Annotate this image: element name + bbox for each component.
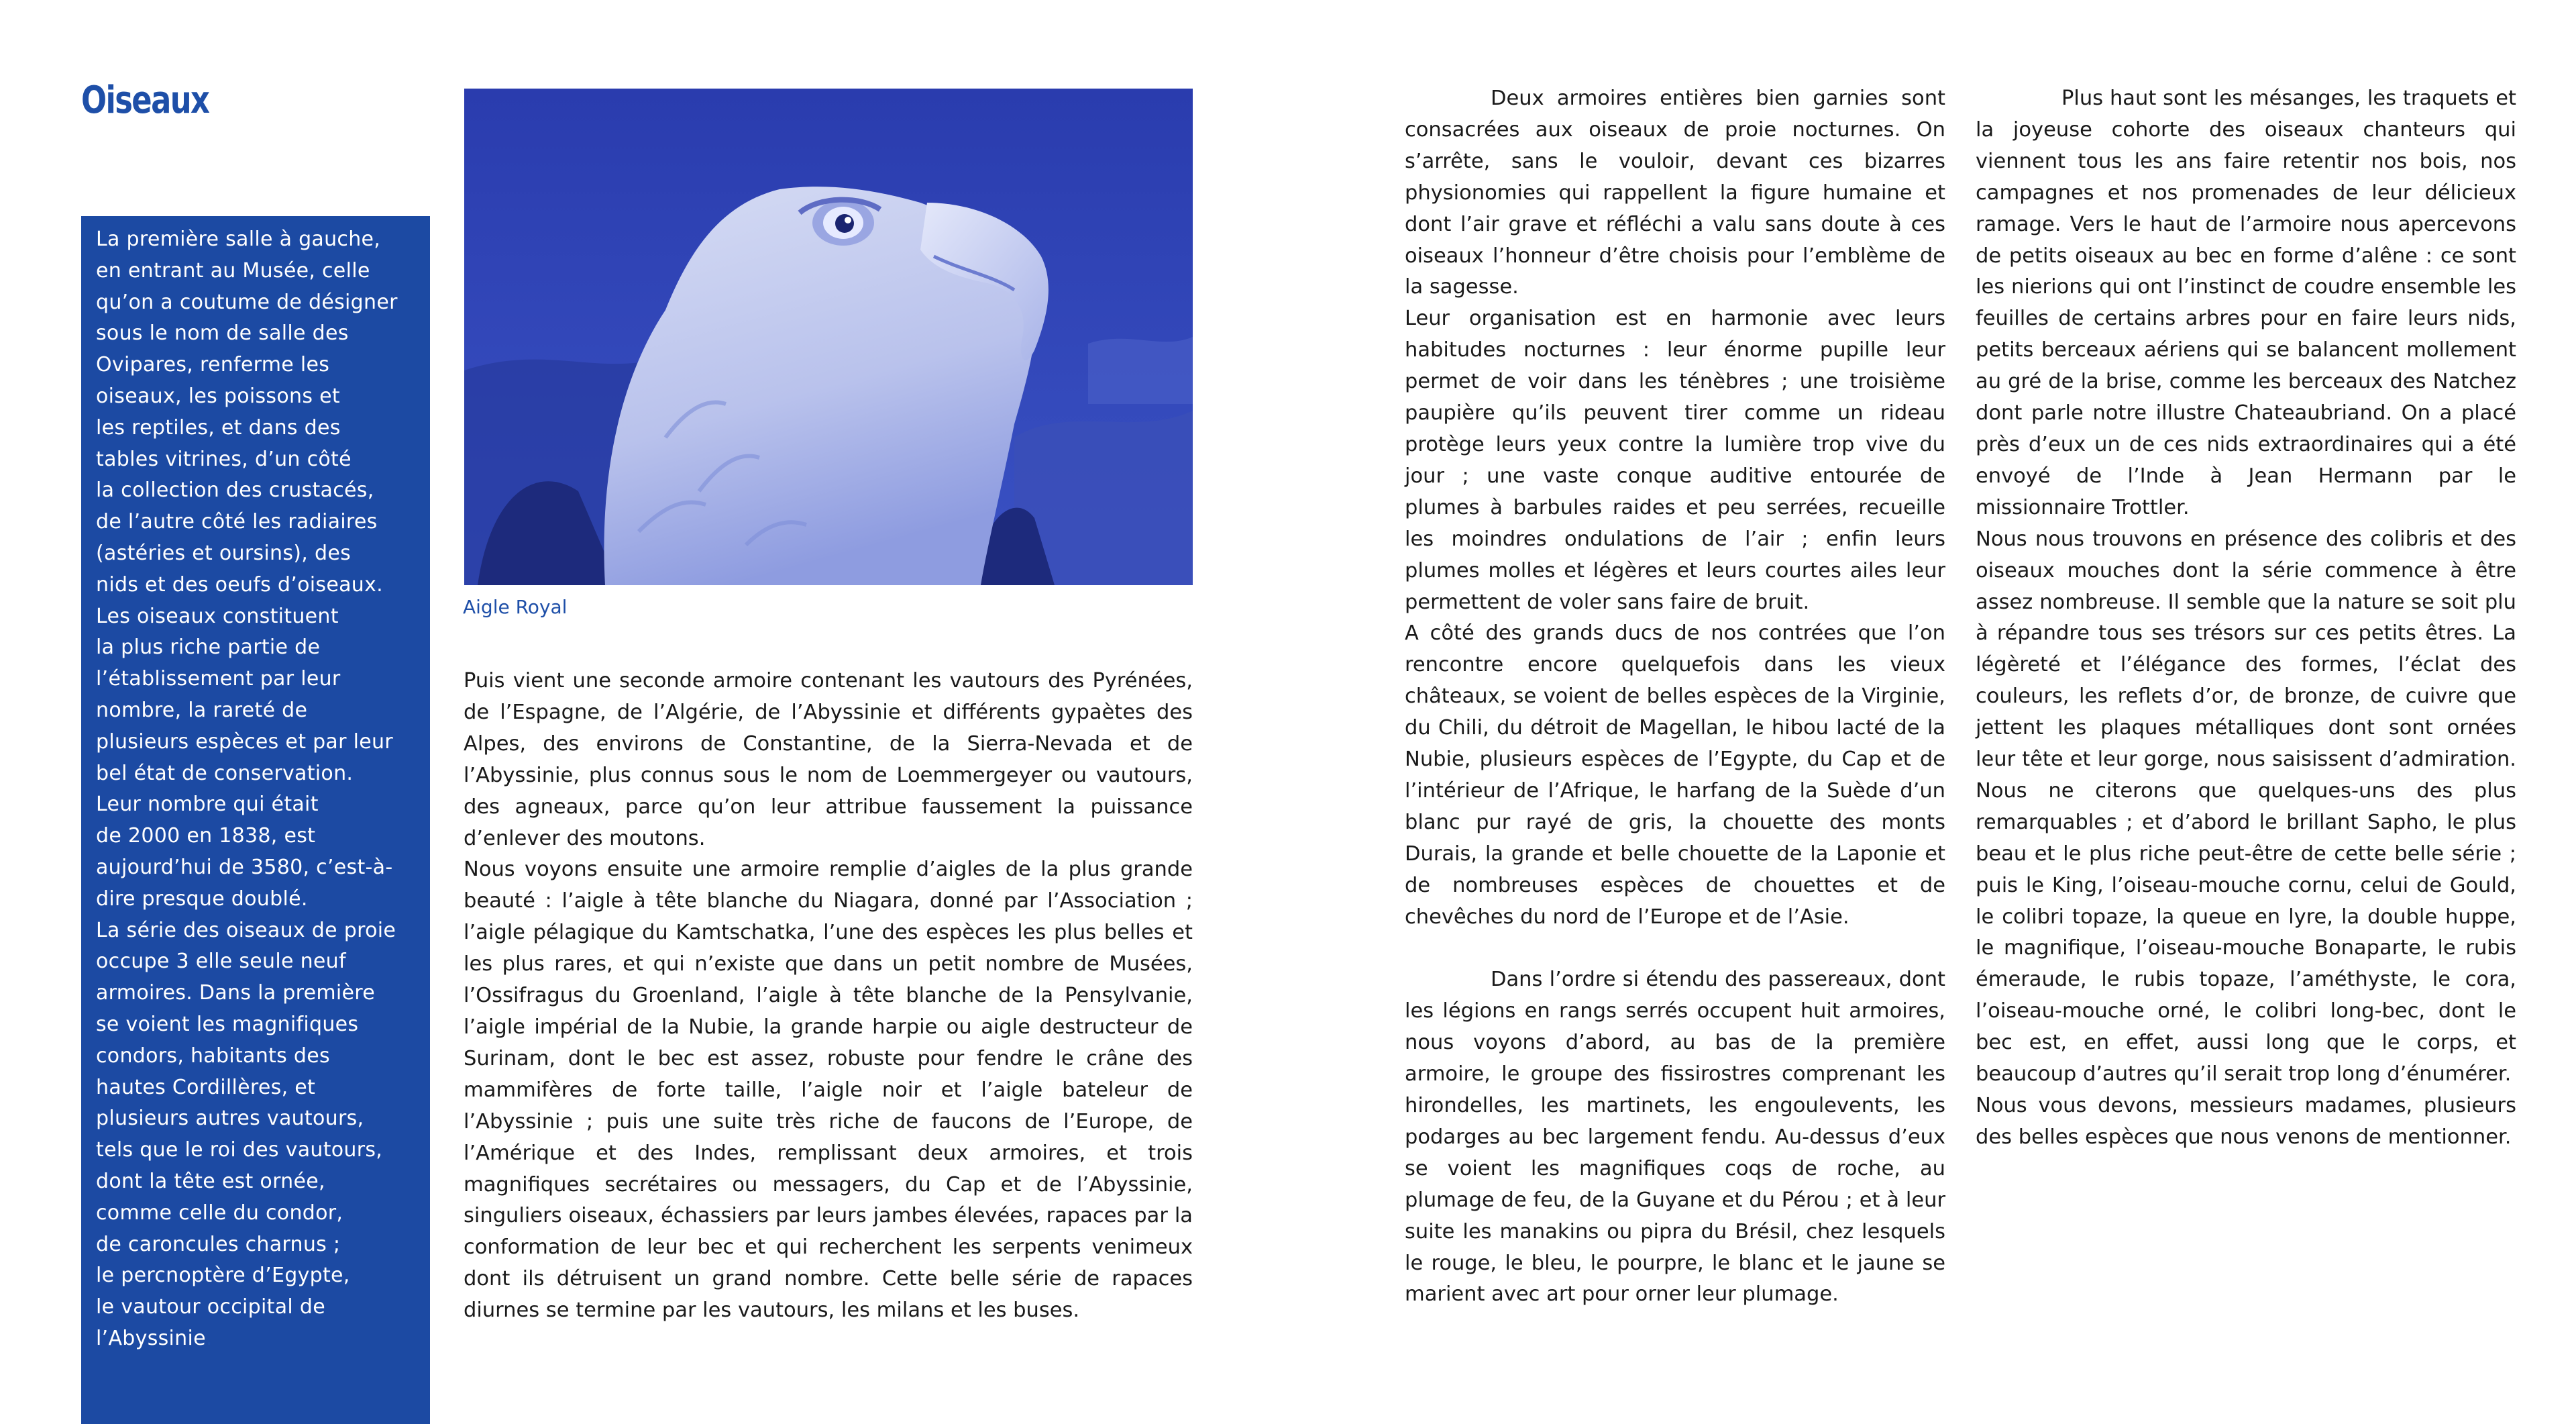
paragraph: Deux armoires entières bien garnies sont consacrées aux oiseaux de proie nocturnes. On s’arrête, sans le vouloir, devant ces bizarres physionomies qui rappellent la figure humaine et dont l’air grave et réfléchi a valu sans doute à ces oiseaux l’honneur d’être choisis pour l’emblème de la sagesse.: [1405, 87, 1945, 299]
sidebar-line: tables vitrines, d’un côté: [96, 447, 352, 471]
sidebar-line: plusieurs espèces et par leur: [96, 729, 393, 754]
sidebar-line: le percnoptère d’Egypte,: [96, 1264, 350, 1288]
sidebar-line: aujourd’hui de 3580, c’est-à-: [96, 855, 393, 879]
paragraph: Dans l’ordre si étendu des passereaux, dont les légions en rangs serrés occupent huit armoires, nous voyons d’abord, au bas de la première armoire, le groupe des fissirostres comprenant les hirondelles, les martinets, les engoulevents, les podarges au bec largement fendu. Au-dessus d’eux se voient les magnifiques coqs de roche, au plumage de feu, de la Guyane et du Pérou ; et à leur suite les manakins ou pipra du Brésil, chez lesquels le rouge, le bleu, le pourpre, le blanc et le jaune se marient avec art pour orner leur plumage.: [1405, 968, 1945, 1307]
sidebar-line: la collection des crustacés,: [96, 478, 374, 503]
sidebar-line: se voient les magnifiques: [96, 1012, 359, 1036]
sidebar-line: l’Abyssinie: [96, 1326, 206, 1350]
sidebar-line: dont la tête est ornée,: [96, 1169, 325, 1193]
paragraph: Puis vient une seconde armoire contenant les vautours des Pyrénées, de l’Espagne, de l’Algérie, de l’Abyssinie et différents gypaètes des Alpes, des environs de Constantine, de la Sierra-Nevada et de l’Abyssinie, plus connus sous le nom de Loemmergeyer ou vautours, des agneaux, parce qu’on leur attribue faussement la puissance d’enlever des moutons.: [464, 669, 1193, 850]
article-column-3: [1976, 83, 2516, 1154]
sidebar-line: de 2000 en 1838, est: [96, 824, 316, 848]
sidebar-line: comme celle du condor,: [96, 1201, 343, 1225]
eagle-photo: [464, 89, 1193, 585]
page-title: Oiseaux: [81, 79, 209, 122]
paragraph: Nous voyons ensuite une armoire remplie d’aigles de la plus grande beauté : l’aigle à tête blanche du Niagara, donné par l’Association ; l’aigle pélagique du Kamtschatka, l’une des espèces les plus belles et les plus rares, et qui n’existe que dans un petit nombre de Musées, l’Ossifragus du Groenland, l’aigle à tête blanche de la Pensylvanie, l’aigle impérial de la Nubie, la grande harpie ou aigle destructeur de Surinam, dont le bec est assez, robuste pour fendre le crâne des mammifères de forte taille, l’aigle noir et l’aigle bateleur de l’Abyssinie ; puis une suite très riche de faucons de l’Europe, de l’Amérique et des Indes, remplissant deux armoires, et trois magnifiques secrétaires ou messagers, du Cap et de l’Abyssinie, singuliers oiseaux, échassiers par leurs jambes élevées, rapaces par la conformation de leur bec et qui recherchent les serpents venimeux dont ils détruisent un grand nombre. Cette belle série de rapaces diurnes se termine par les vautours, les milans et les buses.: [464, 858, 1193, 1323]
sidebar-line: (astéries et oursins), des: [96, 541, 352, 565]
sidebar-line: condors, habitants des: [96, 1044, 330, 1068]
paragraph: Plus haut sont les mésanges, les traquets et la joyeuse cohorte des oiseaux chanteurs qui viennent tous les ans faire retentir nos bois, nos campagnes et nos promenades de leur délicieux ramage. Vers le haut de l’armoire nous apercevons de petits oiseaux au bec en forme d’alêne : ce sont les nierions qui ont l’instinct de coudre ensemble les feuilles de certains arbres pour en faire leurs nids, petits berceaux aériens qui se balancent mollement au gré de la brise, comme les berceaux des Natchez dont parle notre illustre Chateaubriand. On a placé près d’eux un de ces nids extraordinaires qui a été envoyé de l’Inde à Jean Hermann par le missionnaire Trottler.: [1976, 87, 2516, 519]
sidebar-line: Les oiseaux constituent: [96, 604, 339, 628]
sidebar-line: hautes Cordillères, et: [96, 1075, 316, 1099]
sidebar-line: tels que le roi des vautours,: [96, 1138, 383, 1162]
sidebar-line: plusieurs autres vautours,: [96, 1107, 364, 1131]
article-column-1: [464, 666, 1193, 1327]
sidebar-line: les reptiles, et dans des: [96, 415, 341, 440]
sidebar-line: occupe 3 elle seule neuf: [96, 950, 346, 974]
sidebar-line: le vautour occipital de: [96, 1295, 325, 1319]
article-column-2: [1405, 83, 1945, 1311]
paragraph: Leur organisation est en harmonie avec leurs habitudes nocturnes : leur énorme pupille leur permet de voir dans les ténèbres ; une troisième paupière qu’ils peuvent tirer comme un rideau protège leurs yeux contre la lumière trop vive du jour ; une vaste conque auditive entourée de plumes à barbules raides et peu serrées, recueille les moindres ondulations de l’air ; enfin leurs plumes molles et légères et leurs courtes ailes leur permettent de voler sans faire de bruit.: [1405, 307, 1945, 614]
sidebar-line: nombre, la rareté de: [96, 698, 308, 722]
sidebar-line: Ovipares, renferme les: [96, 353, 330, 377]
sidebar-line: bel état de conservation.: [96, 761, 354, 785]
sidebar-line: La première salle à gauche,: [96, 227, 381, 251]
sidebar-line: l’établissement par leur: [96, 667, 341, 691]
sidebar-line: qu’on a coutume de désigner: [96, 290, 398, 314]
photo-caption: Aigle Royal: [463, 596, 568, 618]
sidebar-line: Leur nombre qui était: [96, 793, 319, 817]
sidebar-line: en entrant au Musée, celle: [96, 258, 370, 283]
sidebar-line: de caroncules charnus ;: [96, 1232, 341, 1256]
sidebar-line: de l’autre côté les radiaires: [96, 510, 378, 534]
sidebar-line: sous le nom de salle des: [96, 321, 349, 346]
paragraph: Nous vous devons, messieurs madames, plusieurs des belles espèces que nous venons de mentionner.: [1976, 1094, 2516, 1149]
sidebar-text: [96, 224, 421, 1355]
sidebar-line: nids et des oeufs d’oiseaux.: [96, 572, 383, 597]
sidebar-line: oiseaux, les poissons et: [96, 384, 340, 408]
intro-sidebar: [81, 216, 430, 1424]
sidebar-end-mark: .: [205, 1326, 213, 1350]
sidebar-line: La série des oiseaux de proie: [96, 918, 396, 942]
sidebar-line: la plus riche partie de: [96, 635, 321, 660]
sidebar-line: dire presque doublé.: [96, 886, 308, 911]
sidebar-line: armoires. Dans la première: [96, 981, 375, 1005]
paragraph: Nous nous trouvons en présence des colibris et des oiseaux mouches dont la série commence à être assez nombreuse. Il semble que la nature se soit plu à répandre tous ses trésors sur ces petits êtres. La légèreté et l’élégance des formes, l’éclat des couleurs, les reflets d’or, de bronze, de cuivre que jettent les plaques métalliques dont sont ornées leur tête et leur gorge, nous saisissent d’admiration. Nous ne citerons que quelques-uns des plus remarquables ; et d’abord le brillant Sapho, le plus beau et le plus riche peut-être de cette belle série ; puis le King, l’oiseau-mouche cornu, celui de Gould, le colibri topaze, la queue en lyre, la double huppe, le magnifique, l’oiseau-mouche Bonaparte, le rubis émeraude, le rubis topaze, l’améthyste, le cora, l’oiseau-mouche orné, le colibri long-bec, dont le bec est, en effet, aussi long que le corps, et beaucoup d’autres qu’il serait trop long d’énumérer.: [1976, 527, 2516, 1086]
paragraph: A côté des grands ducs de nos contrées que l’on rencontre encore quelquefois dans les vieux châteaux, se voient de belles espèces de la Virginie, du Chili, du détroit de Magellan, le hibou lacté de la Nubie, plusieurs espèces de l’Egypte, du Cap et de l’intérieur de l’Afrique, le harfang de la Suède d’un blanc pur rayé de gris, la chouette des monts Durais, la grande et belle chouette de la Laponie et de nombreuses espèces de chouettes et de chevêches du nord de l’Europe et de l’Asie.: [1405, 621, 1945, 929]
